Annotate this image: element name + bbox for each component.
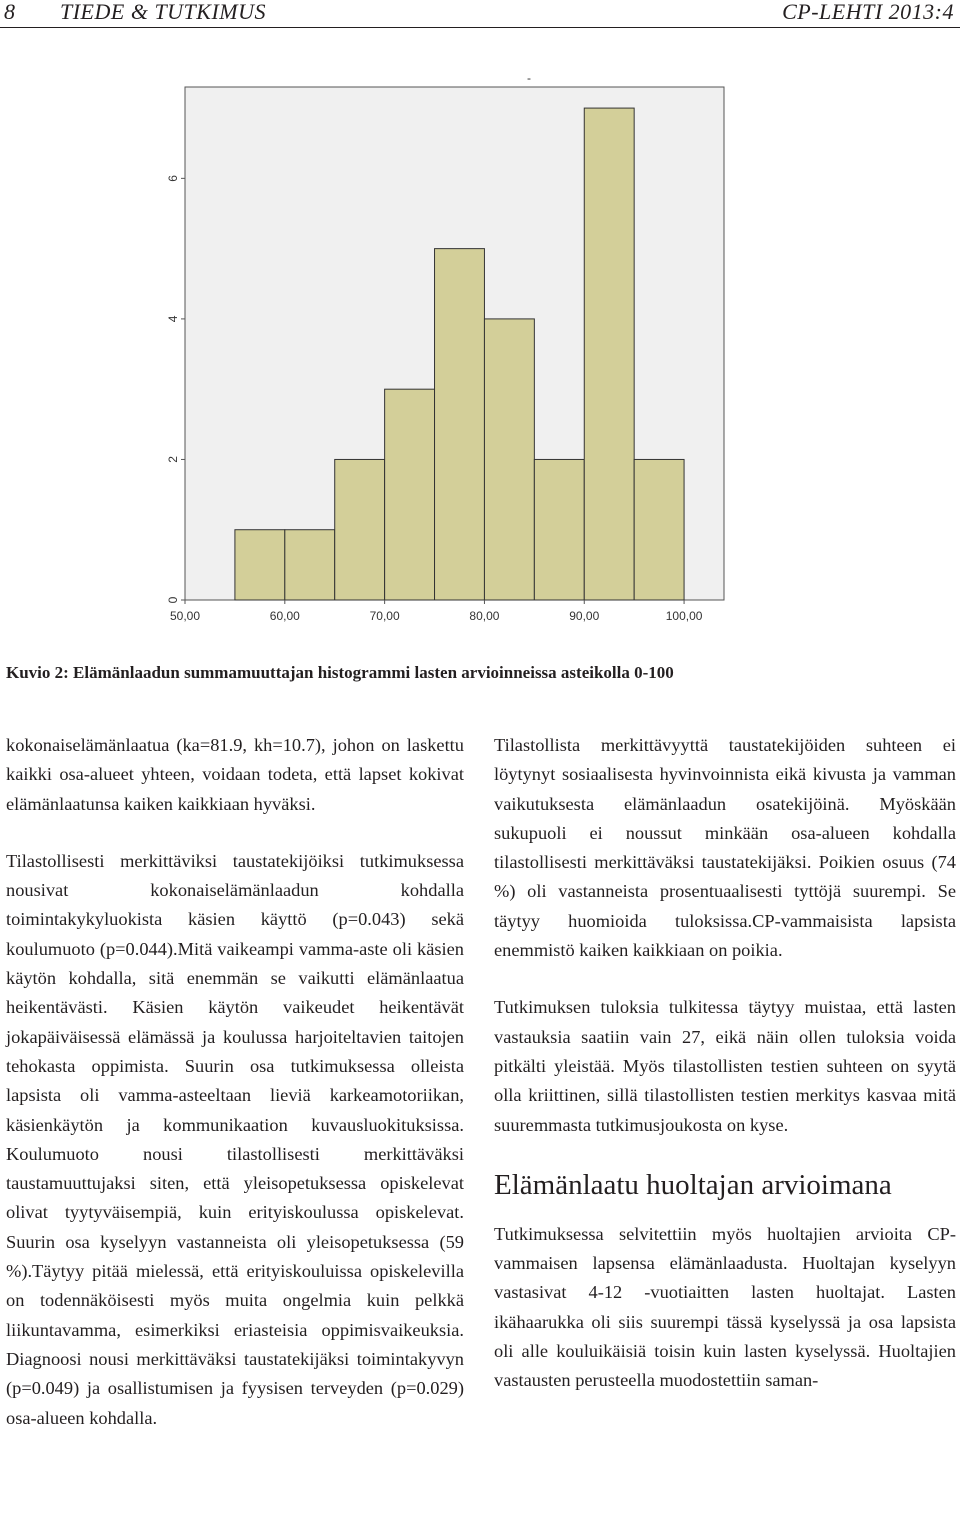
paragraph: Tutkimuksessa selvitettiin myös huoltajien arvioita CP-vammaisen lapsensa elämänlaadusta. Huoltajan kyselyyn vastasivat 4-12 -vuotiaitten lasten huoltajat. Lasten ikähaarukka oli siis suurempi tässä kyselyssä ja osa lapsista oli alle kouluikäisiä toisin kuin lasten kyselyssä. Huoltajien vastausten perusteella muodostettiin saman-	[494, 1223, 956, 1391]
figure-caption: Kuvio 2: Elämänlaadun summamuuttajan histogrammi lasten arvioinneissa asteikolla 0-100	[6, 663, 674, 682]
x-tick-label: 90,00	[569, 609, 600, 623]
section-heading: Elämänlaatu huoltajan arvioimana	[494, 1168, 892, 1201]
right-column	[494, 731, 956, 1396]
x-tick-label: 60,00	[269, 609, 300, 623]
paragraph: Tilastollista merkittävyyttä taustatekijöiden suhteen ei löytynyt sosiaalisesta hyvinvoinnista eikä kivusta ja vamman vaikutuksesta elämänlaadun osatekijöinä. Myöskään sukupuoli ei noussut minkään osa-alueen kohdalla tilastollisesti merkittäväksi taustatekijäksi. Poikien osuus (74 %) oli vastanneista prosentuaalisesti tyttöjä suurempi. Se täytyy huomioida tuloksissa.CP-vammaisista lapsista enemmistö kaiken kaikkiaan on poikia.	[494, 735, 956, 961]
header-rule	[0, 27, 960, 28]
histogram-bar	[584, 108, 634, 600]
histogram-bar	[484, 319, 534, 600]
x-tick-label: 70,00	[369, 609, 400, 623]
section-title: TIEDE & TUTKIMUS	[60, 0, 267, 24]
x-tick-label: 50,00	[169, 609, 201, 623]
y-tick-label: 0	[166, 596, 180, 604]
histogram-bar	[634, 459, 684, 600]
paragraph: Tutkimuksen tuloksia tulkitessa täytyy muistaa, että lasten vastauksia saatiin vain 27, eikä näin ollen tuloksia voida pitkälti yleistää. Myös tilastollisten testien suhteen on syytä olla kriittinen, sillä tilastollisten testien merkitys kasvaa mitä suuremmasta tutkimusjoukosta on kyse.	[494, 997, 956, 1135]
y-tick-label: 6	[166, 175, 180, 182]
journal-issue: CP-LEHTI 2013:4	[782, 0, 954, 24]
histogram-bar	[335, 459, 385, 600]
page-header	[0, 0, 960, 24]
left-column	[6, 731, 464, 1433]
histogram-bar	[285, 530, 335, 600]
chart-title: -	[527, 71, 531, 85]
histogram-bar	[235, 530, 285, 600]
x-tick-label: 80,00	[469, 609, 500, 623]
y-tick-label: 4	[166, 315, 180, 323]
x-tick-label: 100,00	[665, 609, 703, 623]
histogram-bar	[385, 389, 435, 600]
histogram-chart	[150, 70, 750, 630]
histogram-bar	[534, 459, 584, 600]
paragraph: Tilastollisesti merkittäviksi taustatekijöiksi tutkimuksessa nousivat kokonaiselämänlaadun kohdalla toimintakykyluokista käsien käyttö (p=0.043) sekä koulumuoto (p=0.044).Mitä vaikeampi vamma-aste oli käsien käytön kohdalla, sitä enemmän se vaikutti elämänlaatua heikentävästi. Käsien käytön vaikeudet heikentävät jokapäiväisessä elämässä ja koulussa harjoiteltavien taitojen tehokasta oppimista. Suurin osa tutkimuksessa olleista lapsista oli vamma-asteeltaan lieviä karkeamotoriikan, käsienkäytön ja kommunikaation kuvausluokituksissa. Koulumuoto nousi tilastollisesti merkittäväksi taustamuuttujaksi siten, että yleisopetuksessa opiskelevat olivat tyytyväisempiä, kuin erityiskoulussa opiskelevat. Suurin osa kyselyyn vastanneista oli yleisopetuksessa (59 %).Täytyy pitää mielessä, että erityiskouluissa opiskelevilla on todennäköisesti myös muita ongelmia kuin pelkkä liikuntavamma, esimerkiksi eriasteisia oppimisvaikeuksia. Diagnoosi nousi merkittäväksi taustatekijäksi toimintakyvyn (p=0.049) ja osallistumisen ja fyysisen terveyden (p=0.029) osa-alueen kohdalla.	[6, 850, 464, 1428]
page-number: 8	[4, 0, 15, 24]
histogram-bar	[435, 249, 485, 600]
y-tick-label: 2	[166, 456, 180, 463]
paragraph: kokonaiselämänlaatua (ka=81.9, kh=10.7), johon on laskettu kaikki osa-alueet yhteen, voidaan todeta, että lapset kokivat elämänlaatunsa kaiken kaikkiaan hyväksi.	[6, 735, 464, 814]
